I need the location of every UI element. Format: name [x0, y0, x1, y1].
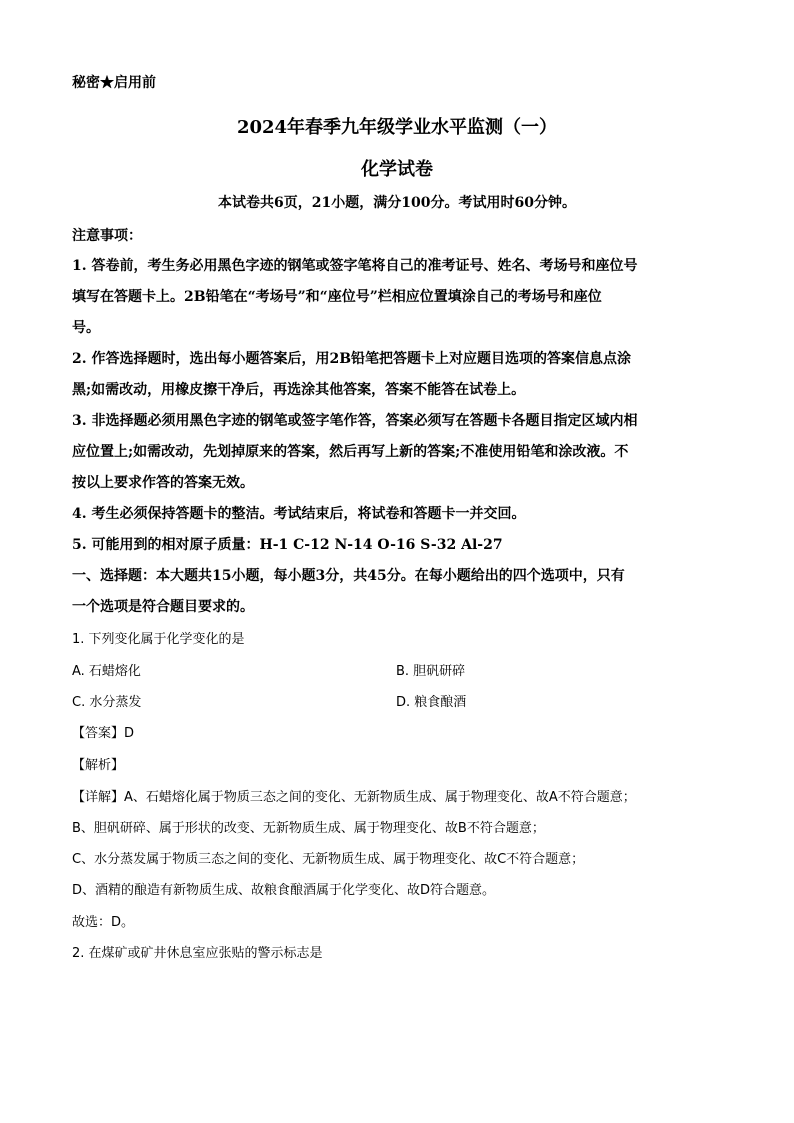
notes-line: 应位置上;如需改动，先划掉原来的答案，然后再写上新的答案;不准使用铅笔和涂改液。不 [72, 444, 629, 460]
q1-option-a: A. 石蜡熔化 [72, 664, 141, 679]
section-heading: 一、选择题：本大题共15小题，每小题3分，共45分。在每小题给出的四个选项中，只有 [72, 568, 625, 584]
notes-heading: 注意事项： [72, 228, 142, 244]
question-2-stem: 2. 在煤矿或矿井休息室应张贴的警示标志是 [72, 946, 323, 961]
notes-line: 按以上要求作答的答案无效。 [72, 475, 254, 491]
exam-title: 2024年春季九年级学业水平监测（一） [236, 117, 558, 138]
question-1-stem: 1. 下列变化属于化学变化的是 [72, 632, 245, 647]
notes-line: 2. 作答选择题时，选出每小题答案后，用2B铅笔把答题卡上对应题目选项的答案信息点涂 [72, 351, 632, 367]
notes-line: 1. 答卷前，考生务必用黑色字迹的钢笔或签字笔将自己的准考证号、姓名、考场号和座位号 [72, 258, 638, 274]
q1-explain-line: C、水分蒸发属于物质三态之间的变化、无新物质生成、属于物理变化、故C不符合题意； [72, 852, 585, 867]
notes-line: 填写在答题卡上。2B铅笔在“考场号”和“座位号”栏相应位置填涂自己的考场号和座位 [72, 289, 602, 305]
exam-info: 本试卷共6页，21小题，满分100分。考试用时60分钟。 [218, 195, 576, 211]
section-heading-cont: 一个选项是符合题目要求的。 [72, 599, 254, 615]
q1-option-d: D. 粮食酿酒 [396, 695, 467, 710]
exam-subtitle: 化学试卷 [361, 159, 433, 180]
notes-line: 5. 可能用到的相对原子质量：H-1 C-12 N-14 O-16 S-32 Al-27 [72, 537, 503, 553]
q1-analysis-label: 【解析】 [72, 758, 125, 773]
q1-option-c: C. 水分蒸发 [72, 695, 142, 710]
notes-line: 黑;如需改动，用橡皮擦干净后，再选涂其他答案，答案不能答在试卷上。 [72, 382, 526, 398]
secret-mark: 秘密★启用前 [72, 75, 156, 91]
notes-line: 号。 [72, 320, 100, 336]
q1-answer: 【答案】D [72, 726, 135, 741]
q1-option-b: B. 胆矾研碎 [396, 664, 466, 679]
q1-conclusion: 故选：D。 [72, 915, 135, 930]
notes-line: 4. 考生必须保持答题卡的整洁。考试结束后，将试卷和答题卡一并交回。 [72, 506, 526, 522]
q1-explain-line: D、酒精的酿造有新物质生成、故粮食酿酒属于化学变化、故D符合题意。 [72, 883, 496, 898]
notes-line: 3. 非选择题必须用黑色字迹的钢笔或签字笔作答，答案必须写在答题卡各题目指定区域内相 [72, 413, 638, 429]
q1-explain-line: 【详解】A、石蜡熔化属于物质三态之间的变化、无新物质生成、属于物理变化、故A不符合题意； [72, 790, 636, 805]
q1-explain-line: B、胆矾研碎、属于形状的改变、无新物质生成、属于物理变化、故B不符合题意； [72, 821, 545, 836]
